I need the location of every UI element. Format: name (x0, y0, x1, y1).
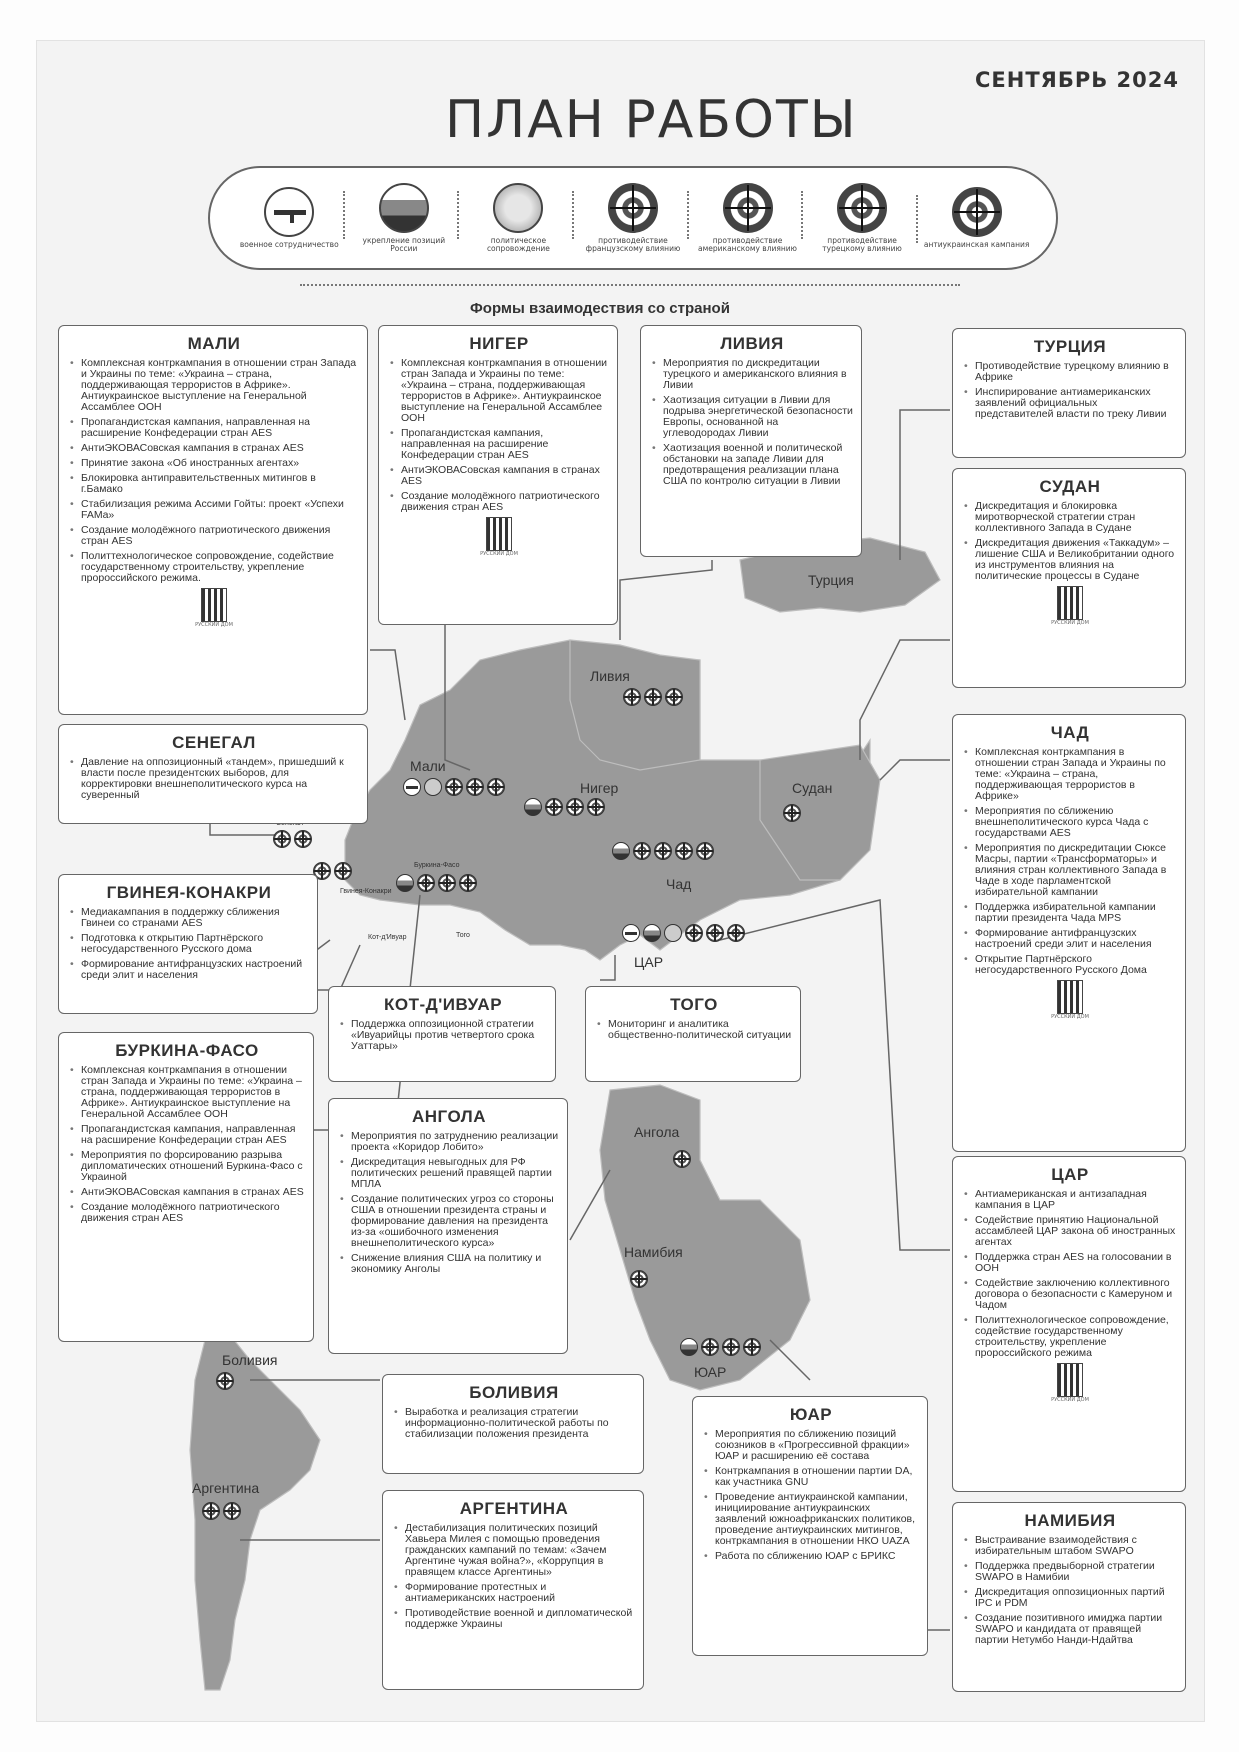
target-icon (487, 778, 505, 796)
country-items (963, 361, 1177, 420)
rifle-icon (622, 924, 640, 942)
angola-box (328, 1098, 568, 1354)
russian-flag-icon (524, 798, 542, 816)
argentina-box (382, 1490, 644, 1690)
list-item: • Мероприятия по сближению позиций союзников в «Прогрессивной фракции» ЮАР и расширению её состава (715, 1429, 919, 1462)
page-title: ПЛАН РАБОТЫ (445, 90, 858, 150)
country-title: БОЛИВИЯ (469, 1383, 559, 1402)
chad-box (952, 714, 1186, 1152)
rifle-icon (403, 778, 421, 796)
list-item: • Давление на оппозиционный «тандем», пришедший к власти после президентских выборов, для корректировки внешнеполитического курса на суверенный (81, 757, 359, 801)
handshake-icon (424, 778, 442, 796)
list-item: • Создание политических угроз со стороны США в отношении президента страны и формирование давления на президента из-за «ошибочного изменения внешнеполитического курса» (351, 1194, 559, 1249)
list-item: • Противодействие турецкому влиянию в Африке (975, 361, 1177, 383)
target-icon (445, 778, 463, 796)
list-item: • АнтиЭКОВАСовская кампания в странах AES (401, 465, 609, 487)
map-label-argentina: Аргентина (192, 1480, 260, 1496)
list-item: • АнтиЭКОВАСовская кампания в странах AES (81, 1187, 305, 1198)
list-item: • Дискредитация движения «Таккадум» – лишение США и Великобритании одного из инструментов влияния на политические процессы в Судане (975, 538, 1177, 582)
target-icon (722, 1338, 740, 1356)
list-item: • Пропагандистская кампания, направленная на расширение Конфедерации стран AES (401, 428, 609, 461)
list-item: • Формирование антифранцузских настроений среди элит и населения (81, 959, 309, 981)
country-title: ЦАР (1051, 1165, 1089, 1184)
list-item: • Мониторинг и аналитика общественно-политической ситуации (608, 1019, 792, 1041)
list-item: • Хаотизация военной и политической обстановки на западе Ливии для предотвращения реализации плана США по контролю ситуации в Ливии (663, 443, 853, 487)
list-item: • Принятие закона «Об иностранных агентах» (81, 458, 359, 469)
map-label-namibia: Намибия (624, 1244, 683, 1260)
list-item: • Формирование антифранцузских настроений среди элит и населения (975, 928, 1177, 950)
sudan-box (952, 468, 1186, 688)
list-item: • Мероприятия по затруднению реализации проекта «Коридор Лобито» (351, 1131, 559, 1153)
country-title: ЧАД (1050, 723, 1090, 742)
list-item: • Создание молодёжного патриотического движения стран AES (81, 525, 359, 547)
map-label-burkina: Буркина-Фасо (414, 862, 460, 869)
map-label-bolivia: Боливия (222, 1352, 278, 1368)
legend-caption: военное сотрудничество (239, 240, 339, 249)
map-label-chad: Чад (666, 876, 692, 892)
senegal-box (58, 724, 368, 824)
country-title: ТУРЦИЯ (1033, 337, 1107, 356)
sar-box (692, 1396, 928, 1656)
russian-flag-icon (612, 842, 630, 860)
list-item: • Поддержка оппозиционной стратегии «Ивуарийцы против четвертого срока Уаттары» (351, 1019, 547, 1052)
list-item: • Содействие заключению коллективного договора о безопасности с Камеруном и Чадом (975, 1278, 1177, 1311)
country-title: МАЛИ (187, 334, 241, 353)
list-item: • Дискредитация оппозиционных партий IPC и PDM (975, 1587, 1177, 1609)
target-icon (727, 924, 745, 942)
country-title: ЮАР (789, 1405, 833, 1424)
target-icon (202, 1502, 220, 1520)
target-icon (696, 842, 714, 860)
qr-code-icon (201, 588, 227, 622)
target-icon (633, 842, 651, 860)
target-icon (216, 1372, 234, 1390)
list-item: • Комплексная контркампания в отношении стран Запада и Украины по теме: «Украина – страна, поддерживающая террористов в Африке» (975, 747, 1177, 802)
target-icon (623, 688, 641, 706)
country-items (339, 1019, 547, 1052)
list-item: • Подготовка к открытию Партнёрского негосударственного Русского дома (81, 933, 309, 955)
target-icon (783, 804, 801, 822)
legend-caption: антиукраинская кампания (923, 240, 1030, 249)
target-icon (438, 874, 456, 892)
country-title: СУДАН (1039, 477, 1101, 496)
country-items (963, 1535, 1177, 1646)
target-icon (545, 798, 563, 816)
qr-caption: РУССКИЙ ДОМ (1051, 1014, 1089, 1020)
map-label-mali: Мали (410, 758, 446, 774)
country-title: ГВИНЕЯ-КОНАКРИ (106, 883, 272, 902)
list-item: • Мероприятия по дискредитации Сюксе Масры, партии «Трансформаторы» и влияния стран коллективного Запада в Чаде в ходе парламентской избирательной кампании (975, 843, 1177, 898)
target-icon (459, 874, 477, 892)
niger-box (378, 325, 618, 625)
list-item: • Блокировка антиправительственных митингов в г.Бамако (81, 473, 359, 495)
target-icon (743, 1338, 761, 1356)
list-item: • Проведение антиукраинской кампании, инициирование антиукраинских заявлений южноафриканских политиков, проведение антиукраинских митингов, контркампания в отношении НКО UAZA (715, 1492, 919, 1547)
country-items (596, 1019, 792, 1041)
target-icon (294, 830, 312, 848)
list-item: • Открытие Партнёрского негосударственного Русского Дома (975, 954, 1177, 976)
list-item: • Создание молодёжного патриотического движения стран AES (401, 491, 609, 513)
list-item: • Пропагандистская кампания, направленная на расширение Конфедерации стран AES (81, 417, 359, 439)
list-item: • Антиамериканская и антизападная кампания в ЦАР (975, 1189, 1177, 1211)
target-icon (466, 778, 484, 796)
map-label-turkey: Турция (808, 572, 854, 588)
target-icon (273, 830, 291, 848)
russian-flag-icon (643, 924, 661, 942)
list-item: • Создание позитивного имиджа партии SWAPO и кандидата от правящей партии Нетумбо Нанди-Ндайтва (975, 1613, 1177, 1646)
country-title: ЛИВИЯ (720, 334, 784, 353)
target-icon (566, 798, 584, 816)
qr-caption: РУССКИЙ ДОМ (1051, 1397, 1089, 1403)
russian-flag-icon (396, 874, 414, 892)
list-item: • Работа по сближению ЮАР с БРИКС (715, 1551, 919, 1562)
libya-box (640, 325, 862, 557)
country-items (393, 1407, 635, 1440)
list-item: • Дестабилизация политических позиций Хавьера Милея с помощью проведения гражданских кампаний по темам: «Зачем Аргентине чужая война?», «Коррупция в правящем классе Аргентины» (405, 1523, 635, 1578)
qr-code-icon (1057, 980, 1083, 1014)
bolivia-box (382, 1374, 644, 1474)
map-label-libya: Ливия (590, 668, 630, 684)
legend-caption: противодействие французскому влиянию (585, 236, 681, 253)
list-item: • Формирование протестных и антиамериканских настроений (405, 1582, 635, 1604)
namibia-box (952, 1502, 1186, 1692)
list-item: • Поддержка избирательной кампании партии президента Чада MPS (975, 902, 1177, 924)
legend-caption: политическое сопровождение (486, 236, 550, 253)
country-title: ТОГО (670, 995, 718, 1014)
qr-code-icon (486, 517, 512, 551)
turkey-box (952, 328, 1186, 458)
country-items (963, 1189, 1177, 1359)
map-label-sar: ЮАР (694, 1364, 727, 1380)
country-items (339, 1131, 559, 1275)
list-item: • Политтехнологическое сопровождение, содействие государственному строительству, укрепление пророссийского режима (975, 1315, 1177, 1359)
country-items (69, 358, 359, 584)
country-title: СЕНЕГАЛ (172, 733, 256, 752)
qr-caption: РУССКИЙ ДОМ (195, 622, 233, 628)
list-item: • Дискредитация невыгодных для РФ политических решений правящей партии МПЛА (351, 1157, 559, 1190)
list-item: • АнтиЭКОВАСовская кампания в странах AES (81, 443, 359, 454)
target-icon (223, 1502, 241, 1520)
list-item: • Контркампания в отношении партии DA, как участника GNU (715, 1466, 919, 1488)
list-item: • Комплексная контркампания в отношении стран Запада и Украины по теме: «Украина – страна, поддерживающая террористов в Африке». Антиукраинское выступление на Генеральной Ассамблее ООН (401, 358, 609, 424)
country-items (963, 747, 1177, 976)
list-item: • Дискредитация и блокировка миротворческой стратегии стран коллективного Запада в Судане (975, 501, 1177, 534)
forms-label: Формы взаимодествия со страной (462, 300, 738, 317)
burkina-box (58, 1032, 314, 1342)
target-icon (630, 1270, 648, 1288)
list-item: • Содействие принятию Национальной ассамблеей ЦАР закона об иностранных агентах (975, 1215, 1177, 1248)
list-item: • Поддержка предвыборной стратегии SWAPO в Намибии (975, 1561, 1177, 1583)
map-label-niger: Нигер (580, 780, 619, 796)
target-icon (706, 924, 724, 942)
country-title: АНГОЛА (412, 1107, 486, 1126)
target-icon (685, 924, 703, 942)
guinea-box (58, 874, 318, 1014)
target-icon (701, 1338, 719, 1356)
country-title: НАМИБИЯ (1024, 1511, 1116, 1530)
russian-flag-icon (680, 1338, 698, 1356)
target-icon (644, 688, 662, 706)
map-label-angola: Ангола (634, 1124, 680, 1140)
qr-code-icon (1057, 586, 1083, 620)
list-item: • Поддержка стран AES на голосовании в ООН (975, 1252, 1177, 1274)
list-item: • Мероприятия по дискредитации турецкого и американского влияния в Ливии (663, 358, 853, 391)
target-icon (587, 798, 605, 816)
country-items (69, 757, 359, 801)
list-item: • Создание молодёжного патриотического движения стран AES (81, 1202, 305, 1224)
legend-caption: противодействие американскому влиянию (698, 236, 797, 253)
target-icon (417, 874, 435, 892)
list-item: • Противодействие военной и дипломатической поддержке Украины (405, 1608, 635, 1630)
list-item: • Стабилизация режима Ассими Гойты: проект «Успехи FAMa» (81, 499, 359, 521)
list-item: • Хаотизация ситуации в Ливии для подрыва энергетической безопасности Европы, основанной на углеводородах Ливии (663, 395, 853, 439)
country-title: БУРКИНА-ФАСО (115, 1041, 259, 1060)
cote-box (328, 986, 556, 1082)
country-title: КОТ-Д'ИВУАР (383, 995, 503, 1014)
mali-box (58, 325, 368, 715)
list-item: • Инспирирование антиамериканских заявлений официальных представителей власти по треку Ливии (975, 387, 1177, 420)
list-item: • Комплексная контркампания в отношении стран Запада и Украины по теме: «Украина – страна, поддерживающая террористов в Африке». Антиукраинское выступление на Генеральной Ассамблее ООН (81, 1065, 305, 1120)
country-title: АРГЕНТИНА (459, 1499, 569, 1518)
map-label-togo: Того (456, 932, 470, 939)
country-items (703, 1429, 919, 1562)
list-item: • Медиакампания в поддержку сближения Гвинеи со странами AES (81, 907, 309, 929)
country-items (651, 358, 853, 487)
country-items (389, 358, 609, 513)
car-box (952, 1156, 1186, 1492)
list-item: • Политтехнологическое сопровождение, содействие государственному строительству, укрепление пророссийского режима. (81, 551, 359, 584)
legend-caption: укрепление позиций России (362, 236, 446, 253)
country-items (69, 1065, 305, 1224)
target-icon (675, 842, 693, 860)
map-label-guinea: Гвинея-Конакри (340, 888, 392, 895)
list-item: • Выработка и реализация стратегии информационно-политической работы по стабилизации положения президента (405, 1407, 635, 1440)
legend-caption: противодействие турецкому влиянию (822, 236, 902, 253)
qr-caption: РУССКИЙ ДОМ (1051, 620, 1089, 626)
country-items (69, 907, 309, 981)
list-item: • Снижение влияния США на политику и экономику Анголы (351, 1253, 559, 1275)
target-icon (665, 688, 683, 706)
qr-code-icon (1057, 1363, 1083, 1397)
map-label-sudan: Судан (792, 780, 833, 796)
qr-caption: РУССКИЙ ДОМ (480, 551, 518, 557)
togo-box (585, 986, 801, 1082)
list-item: • Мероприятия по сближению внешнеполитического курса Чада с государствами AES (975, 806, 1177, 839)
target-icon (654, 842, 672, 860)
list-item: • Мероприятия по форсированию разрыва дипломатических отношений Буркина-Фасо с Украиной (81, 1150, 305, 1183)
country-items (393, 1523, 635, 1630)
map-label-car: ЦАР (634, 954, 664, 970)
country-title: НИГЕР (469, 334, 529, 353)
map-label-cote: Кот-д'Ивуар (368, 934, 407, 941)
country-items (963, 501, 1177, 582)
list-item: • Выстраивание взаимодействия с избирательным штабом SWAPO (975, 1535, 1177, 1557)
list-item: • Комплексная контркампания в отношении стран Запада и Украины по теме: «Украина – страна, поддерживающая террористов в Африке». Антиукраинское выступление на Генеральной Ассамблее ООН (81, 358, 359, 413)
target-icon (673, 1150, 691, 1168)
target-icon (334, 862, 352, 880)
handshake-icon (664, 924, 682, 942)
list-item: • Пропагандистская кампания, направленная на расширение Конфедерации стран AES (81, 1124, 305, 1146)
date-label: СЕНТЯБРЬ 2024 (975, 68, 1179, 92)
